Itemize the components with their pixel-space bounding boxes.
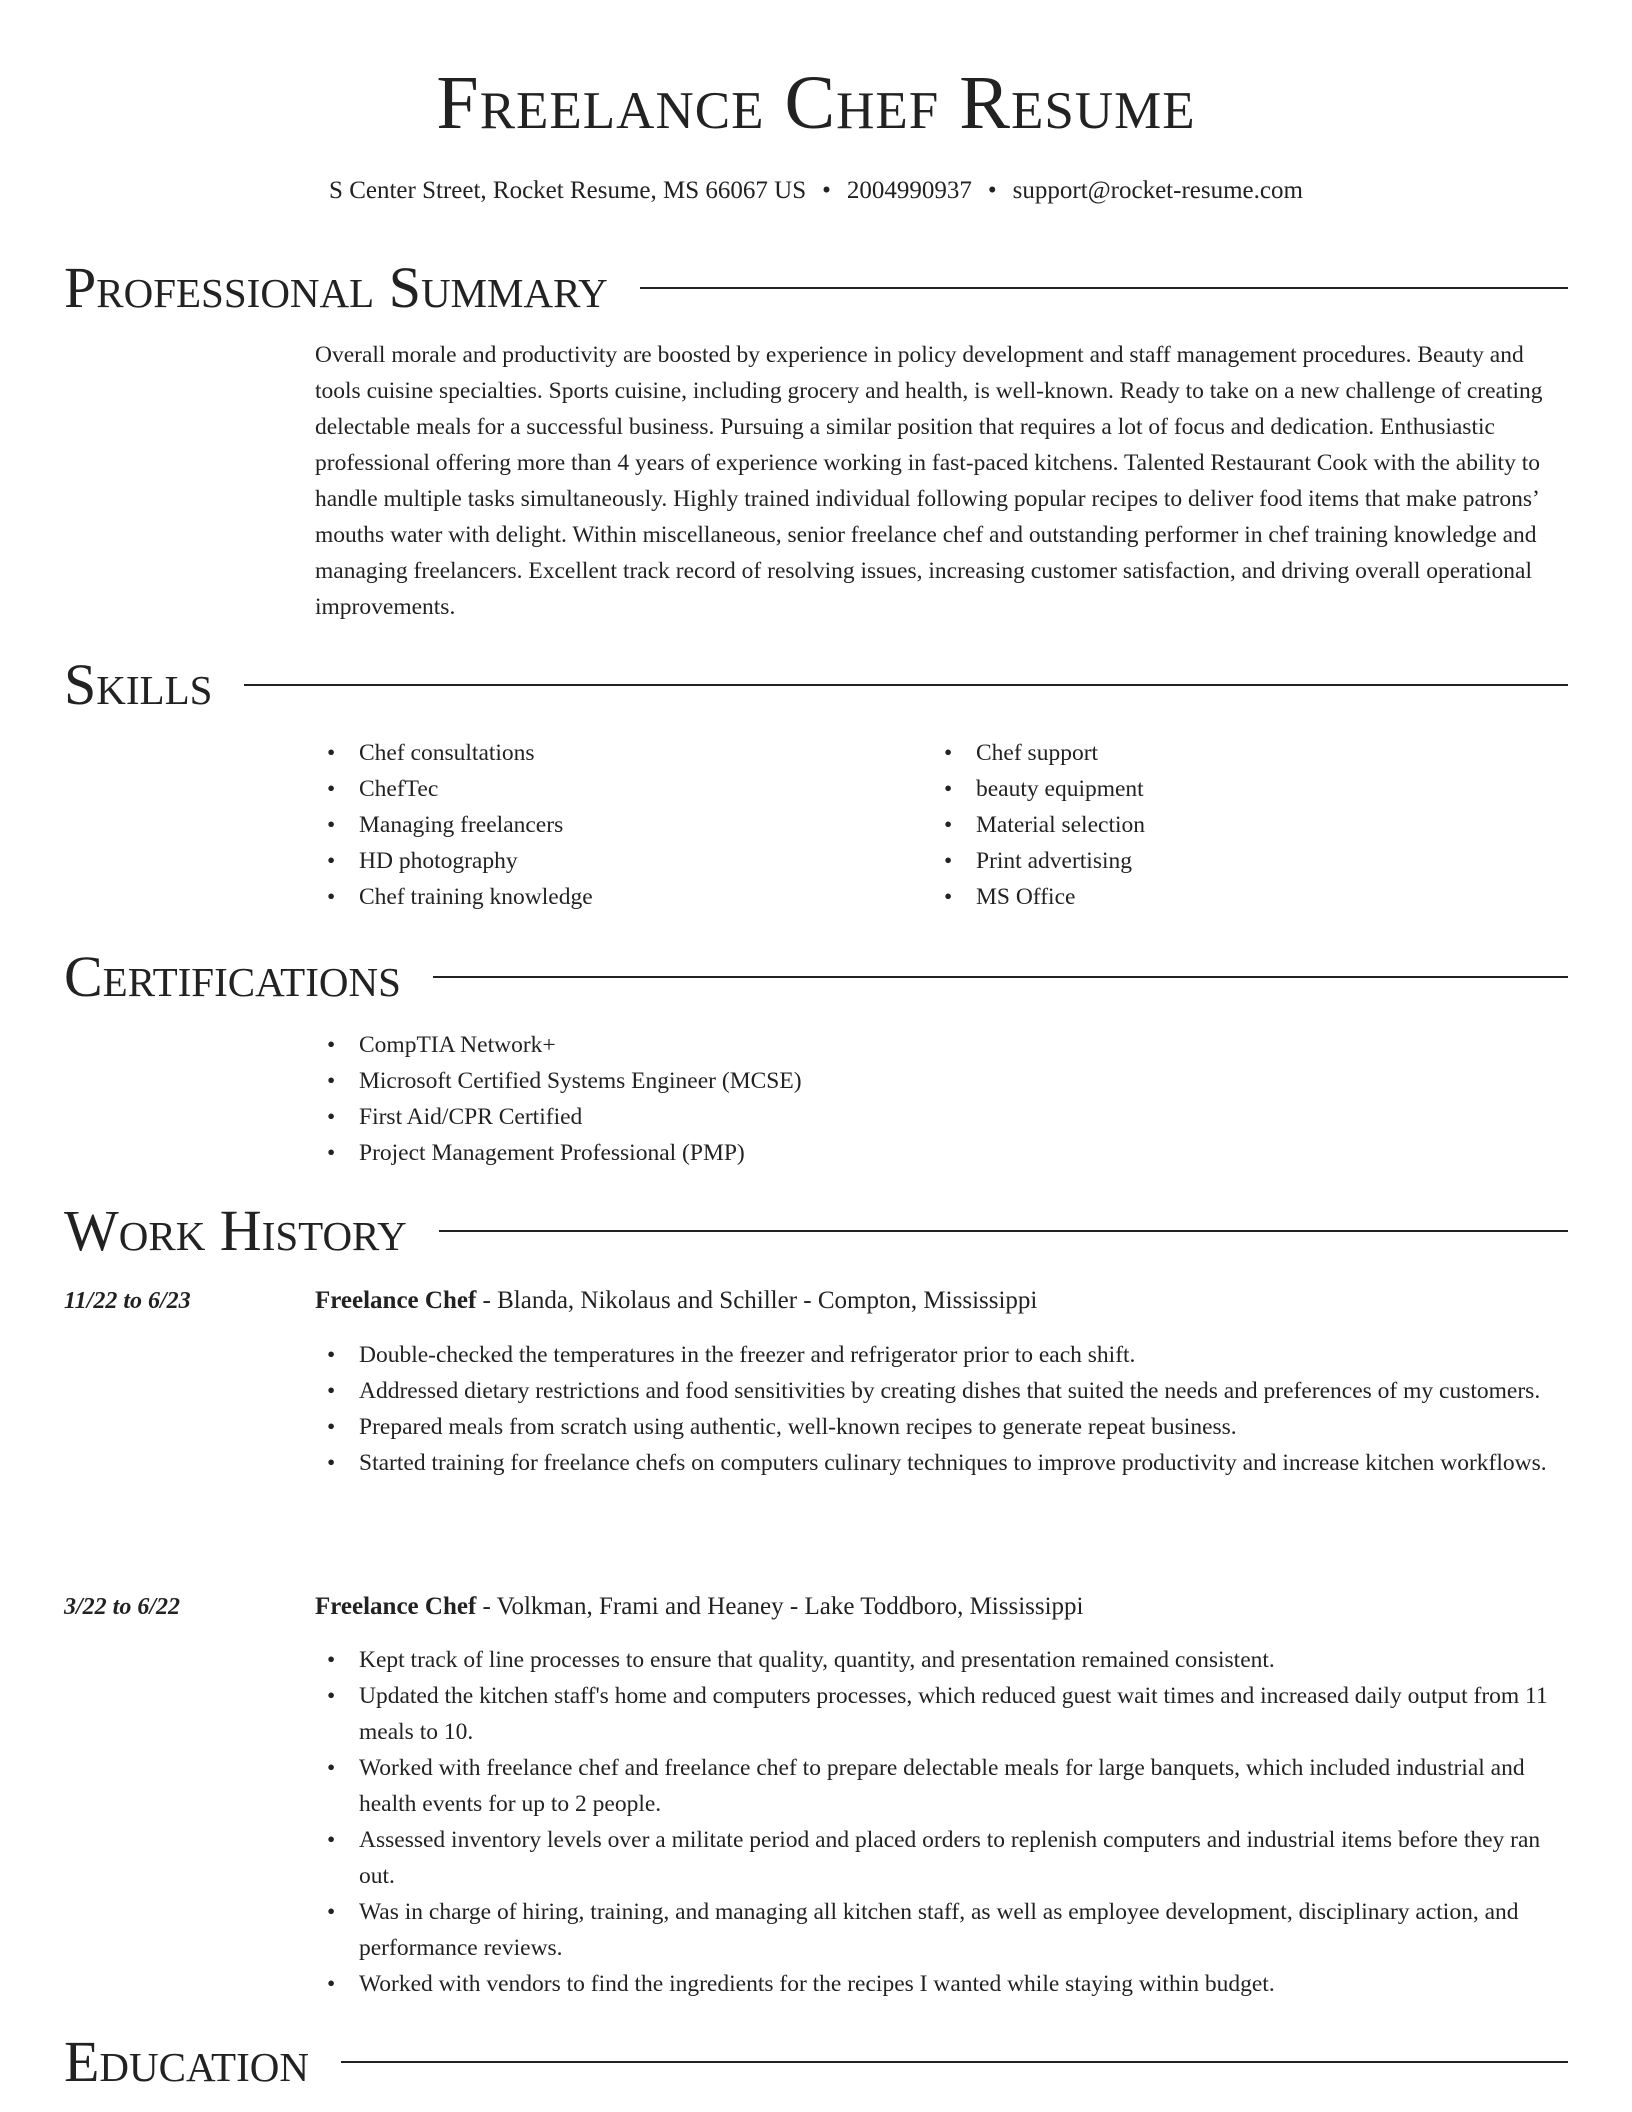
job-bullet: • Assessed inventory levels over a militate period and placed orders to replenish computers and industrial items before they ran out. <box>315 1822 1570 1894</box>
certification-item: • CompTIA Network+ <box>315 1027 1315 1063</box>
page-title: Freelance Chef Resume <box>436 61 1196 145</box>
contact-separator: • <box>822 177 831 204</box>
contact-email: support@rocket-resume.com <box>1012 177 1303 204</box>
section-divider <box>244 684 1568 686</box>
job-employer-location: - Volkman, Frami and Heaney - Lake Toddboro, Mississippi <box>476 1593 1084 1620</box>
job-bullets <box>315 1337 1570 1481</box>
section-heading-skills <box>64 653 1568 717</box>
job-bullet: • Double-checked the temperatures in the freezer and refrigerator prior to each shift. <box>315 1337 1570 1373</box>
job-bullet: • Addressed dietary restrictions and food sensitivities by creating dishes that suited the needs and preferences of my customers. <box>315 1373 1570 1409</box>
job-employer-location: - Blanda, Nikolaus and Schiller - Compton, Mississippi <box>476 1287 1038 1314</box>
job-bullet: • Was in charge of hiring, training, and managing all kitchen staff, as well as employee development, disciplinary action, and performance reviews. <box>315 1894 1570 1966</box>
skill-item: • ChefTec <box>315 771 875 807</box>
summary-text: Overall morale and productivity are boosted by experience in policy development and staff management procedures. Beauty and tools cuisine specialties. Sports cuisine, including grocery and health, is well-known. Ready to take on a new challenge of creating delectable meals for a successful business. Pursuing a similar position that requires a lot of focus and dedication. Enthusiastic professional offering more than 4 years of experience working in fast-paced kitchens. Talented Restaurant Cook with the ability to handle multiple tasks simultaneously. Highly trained individual following popular recipes to deliver food items that make patrons’ mouths water with delight. Within miscellaneous, senior freelance chef and outstanding performer in chef training knowledge and managing freelancers. Excellent track record of resolving issues, increasing customer satisfaction, and driving overall operational improvements. <box>315 342 1543 620</box>
section-title-skills: Skills <box>64 652 213 717</box>
skill-item: • MS Office <box>932 879 1492 915</box>
section-title-summary: Professional Summary <box>64 255 608 320</box>
job-bullet: • Worked with vendors to find the ingredients for the recipes I wanted while staying within budget. <box>315 1966 1570 2002</box>
skill-item: • HD photography <box>315 843 875 879</box>
section-title-education: Education <box>64 2029 309 2094</box>
section-divider <box>433 976 1568 978</box>
skill-item: • Chef support <box>932 735 1492 771</box>
section-heading-certifications <box>64 945 1568 1009</box>
job-bullet: • Prepared meals from scratch using authentic, well-known recipes to generate repeat business. <box>315 1409 1570 1445</box>
job-dates: 11/22 to 6/23 <box>64 1288 191 1314</box>
certification-item: • Project Management Professional (PMP) <box>315 1135 1315 1171</box>
job-dates: 3/22 to 6/22 <box>64 1594 181 1620</box>
contact-line <box>0 174 1632 208</box>
section-divider <box>341 2061 1568 2063</box>
skill-item: • Print advertising <box>932 843 1492 879</box>
section-title-certifications: Certifications <box>64 944 401 1009</box>
contact-address: S Center Street, Rocket Resume, MS 66067 US <box>329 177 807 204</box>
contact-separator: • <box>987 177 997 204</box>
job-bullet: • Kept track of line processes to ensure that quality, quantity, and presentation remained consistent. <box>315 1642 1570 1678</box>
skills-column-right <box>932 735 1492 915</box>
job-bullet: • Updated the kitchen staff's home and computers processes, which reduced guest wait times and increased daily output from 11 meals to 10. <box>315 1678 1570 1750</box>
section-title-work-history: Work History <box>64 1198 407 1263</box>
section-divider <box>640 287 1568 289</box>
skill-item: • Managing freelancers <box>315 807 875 843</box>
skill-item: • Chef consultations <box>315 735 875 771</box>
job-bullets <box>315 1642 1570 2002</box>
skill-item: • beauty equipment <box>932 771 1492 807</box>
skills-column-left <box>315 735 875 915</box>
job-bullet: • Worked with freelance chef and freelance chef to prepare delectable meals for large banquets, which included industrial and health events for up to 2 people. <box>315 1750 1570 1822</box>
job-bullet: • Started training for freelance chefs on computers culinary techniques to improve productivity and increase kitchen workflows. <box>315 1445 1570 1481</box>
certification-item: • First Aid/CPR Certified <box>315 1099 1315 1135</box>
section-divider <box>439 1230 1568 1232</box>
section-heading-work-history <box>64 1199 1568 1263</box>
section-heading-summary <box>64 256 1568 320</box>
certifications-list <box>315 1027 1315 1171</box>
certification-item: • Microsoft Certified Systems Engineer (MCSE) <box>315 1063 1315 1099</box>
job-role: Freelance Chef <box>315 1287 477 1314</box>
job-role: Freelance Chef <box>315 1593 477 1620</box>
section-heading-education <box>64 2030 1568 2094</box>
job-heading <box>315 1589 1570 1625</box>
skill-item: • Chef training knowledge <box>315 879 875 915</box>
skill-item: • Material selection <box>932 807 1492 843</box>
contact-phone: 2004990937 <box>846 177 972 204</box>
job-heading <box>315 1283 1570 1319</box>
